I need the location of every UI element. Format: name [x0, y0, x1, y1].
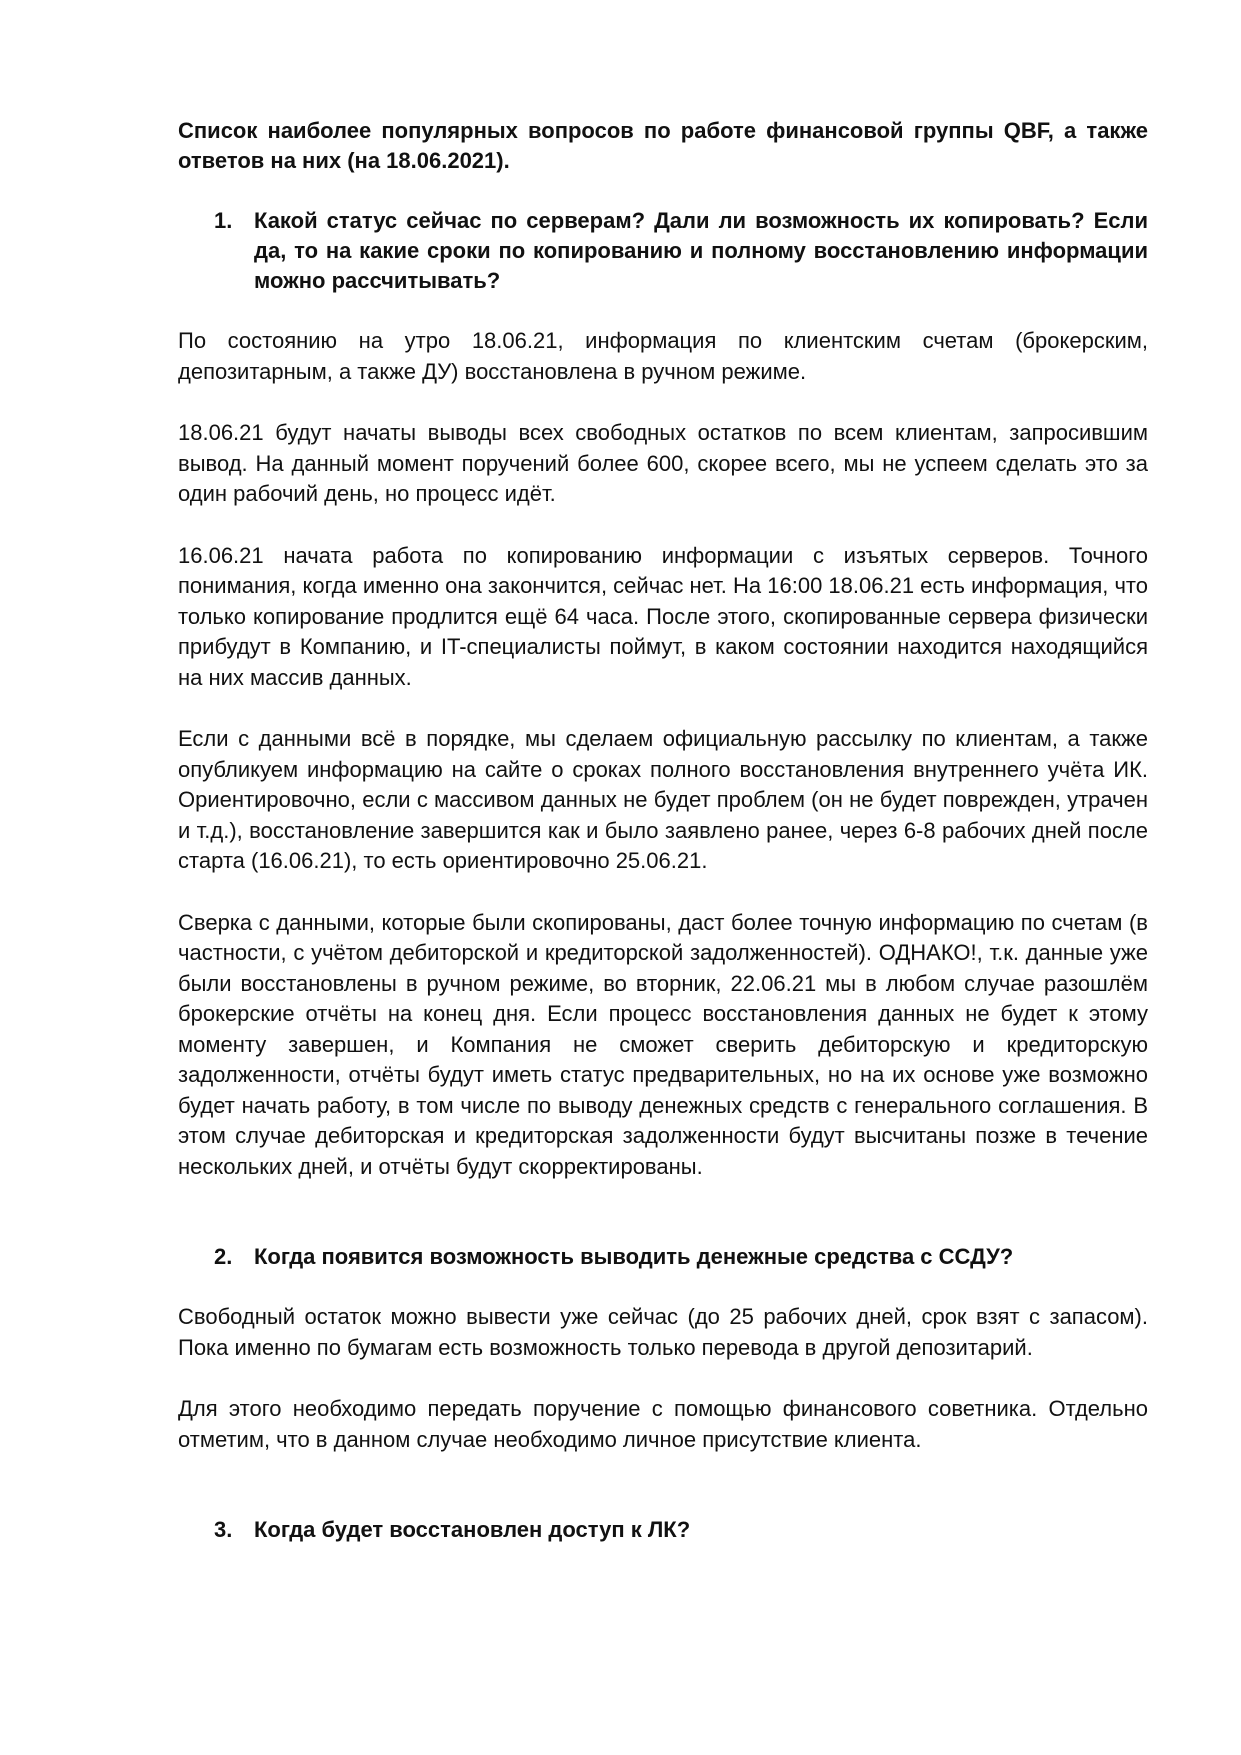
- question-number: 1.: [214, 208, 233, 233]
- question-3: [178, 1515, 1148, 1545]
- question-number: 3.: [214, 1517, 233, 1542]
- question-text: Когда появится возможность выводить денежные средства с ССДУ?: [254, 1244, 1014, 1269]
- question-number: 2.: [214, 1244, 233, 1269]
- answer-paragraph: Для этого необходимо передать поручение с помощью финансового советника. Отдельно отметим, что в данном случае необходимо личное присутствие клиента.: [178, 1396, 1148, 1452]
- question-1: [178, 206, 1148, 296]
- answer-paragraph: Свободный остаток можно вывести уже сейчас (до 25 рабочих дней, срок взят с запасом). Пока именно по бумагам есть возможность только перевода в другой депозитарий.: [178, 1304, 1148, 1360]
- document-page: [178, 116, 1148, 1545]
- answer-paragraph: Сверка с данными, которые были скопированы, даст более точную информацию по счетам (в частности, с учётом дебиторской и кредиторской задолженностей). ОДНАКО!, т.к. данные уже были восстановлены в ручном режиме, во вторник, 22.06.21 мы в любом случае разошлём брокерские отчёты на конец дня. Если процесс восстановления данных не будет к этому моменту завершен, и Компания не сможет сверить дебиторскую и кредиторскую задолженности, отчёты будут иметь статус предварительных, но на их основе уже возможно будет начать работу, в том числе по выводу денежных средств с генерального соглашения. В этом случае дебиторская и кредиторская задолженности будут высчитаны позже в течение нескольких дней, и отчёты будут скорректированы.: [178, 909, 1148, 1179]
- document-title: Список наиболее популярных вопросов по работе финансовой группы QBF, а также ответов на них (на 18.06.2021).: [178, 118, 1148, 173]
- answer-paragraph: 16.06.21 начата работа по копированию информации с изъятых серверов. Точного понимания, когда именно она закончится, сейчас нет. На 16:00 18.06.21 есть информация, что только копирование продлится ещё 64 часа. После этого, скопированные сервера физически прибудут в Компанию, и IT-специалисты поймут, в каком состоянии находится находящийся на них массив данных.: [178, 542, 1148, 690]
- answer-paragraph: Если с данными всё в порядке, мы сделаем официальную рассылку по клиентам, а также опубликуем информацию на сайте о сроках полного восстановления внутреннего учёта ИК. Ориентировочно, если с массивом данных не будет проблем (он не будет поврежден, утрачен и т.д.), восстановление завершится как и было заявлено ранее, через 6-8 рабочих дней после старта (16.06.21), то есть ориентировочно 25.06.21.: [178, 726, 1148, 873]
- question-text: Какой статус сейчас по серверам? Дали ли возможность их копировать? Если да, то на какие сроки по копированию и полному восстановлению информации можно рассчитывать?: [254, 208, 1148, 293]
- answer-paragraph: 18.06.21 будут начаты выводы всех свободных остатков по всем клиентам, запросившим вывод. На данный момент поручений более 600, скорее всего, мы не успеем сделать это за один рабочий день, но процесс идёт.: [178, 420, 1148, 506]
- question-2: [178, 1242, 1148, 1272]
- question-text: Когда будет восстановлен доступ к ЛК?: [254, 1517, 691, 1542]
- answer-paragraph: По состоянию на утро 18.06.21, информация по клиентским счетам (брокерским, депозитарным, а также ДУ) восстановлена в ручном режиме.: [178, 328, 1148, 384]
